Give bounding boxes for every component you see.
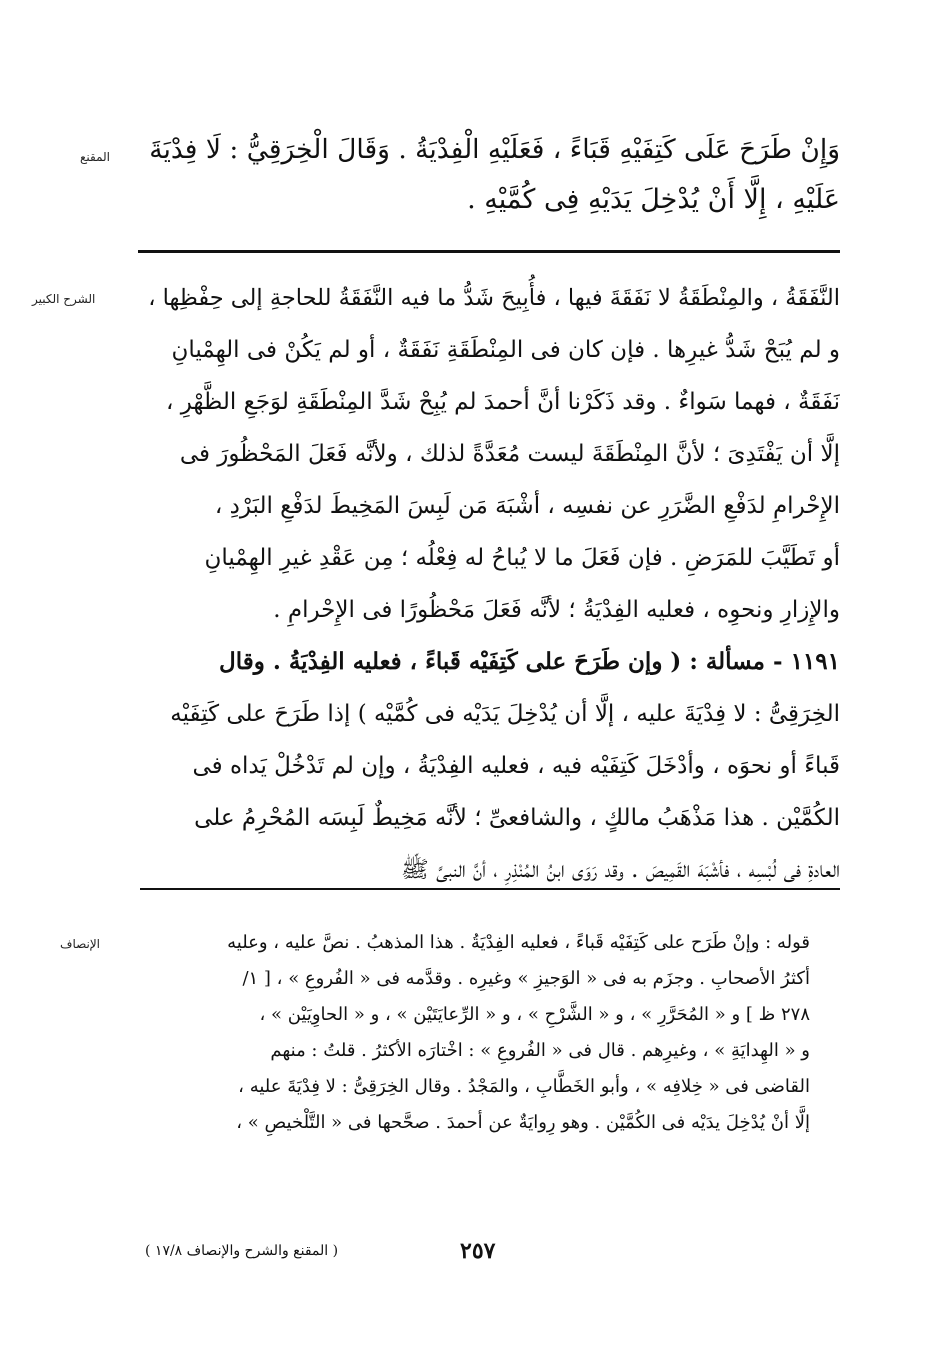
sharh-line: و لم يُبَحْ شَدُّ غيرِها . فإن كان فى المِنْطَقَةِ نَفَقَةٌ ، أو لم يَكُنْ فى الهِمْيانِ xyxy=(171,337,840,363)
sharh-line: الخِرَقِىُّ : لا فِدْيَةَ عليه ، إلَّا أن يُدْخِلَ يَدَيْه فى كُمَّيْه ) إذا طَرَحَ على كَتِفَيْه xyxy=(170,701,840,727)
sharh-line: النَّفَقَةُ ، والمِنْطَقَةُ لا نَفَقَةَ فيها ، فأُبِيحَ شَدُّ ما فيه النَّفَقَةُ للحاجةِ إلى حِفْظِها ، xyxy=(148,285,840,311)
section-divider xyxy=(140,888,840,890)
mughni-text xyxy=(140,125,840,225)
insaf-line: و « الهِدايَةِ » ، وغيرِهم . قال فى « الفُروعِ » : اخْتارَه الأكثرُ . قلتُ : منهم xyxy=(270,1040,810,1061)
insaf-text xyxy=(140,925,810,1141)
section-divider xyxy=(138,250,840,253)
sharh-line: ١١٩١ - مسألة : ( وإن طَرَحَ على كَتِفَيْه قَباءً ، فعليه الفِدْيَةُ . وقال xyxy=(219,648,840,675)
insaf-line: أكثرُ الأصحابِ . وجزَم به فى « الوَجيزِ » وغيرِه . وقدَّمه فى « الفُروعِ » ، [ ١/ xyxy=(242,968,810,989)
sharh-line: أو تَطَيَّبَ للمَرَضِ . فإن فَعَلَ ما لا يُباحُ له فِعْلُه ؛ مِن عَقْدِ غيرِ الهِمْيانِ xyxy=(204,545,840,571)
mughni-line: عَلَيْهِ ، إِلَّا أَنْ يُدْخِلَ يَدَيْهِ فِى كُمَّيْهِ . xyxy=(467,184,840,215)
sharh-line: والإِزارِ ونحوِه ، فعليه الفِدْيَةُ ؛ لأنَّه فَعَلَ مَحْظُورًا فى الإِحْرامِ . xyxy=(273,597,840,623)
sharh-line: قَباءً أو نحوَه ، وأدْخَلَ كَتِفَيْه فيه ، فعليه الفِدْيَةُ ، وإن لم تَدْخُلْ يَداه فى xyxy=(192,753,840,779)
section-label-sharh: الشرح الكبير xyxy=(32,292,96,306)
insaf-line: إلَّا أنْ يُدْخِلَ يدَيْه فى الكُمَّيْن . وهو رِوايَةٌ عن أحمدَ . صحَّحها فى « التَّلْخيصِ » ، xyxy=(236,1112,810,1133)
section-label-insaf: الإنصاف xyxy=(60,937,101,951)
insaf-line: القاضى فى « خِلافِه » ، وأبو الخَطَّابِ ، والمَجْدُ . وقال الخِرَقِىُّ : لا فِدْيَةَ عليه ، xyxy=(238,1076,810,1097)
section-label-mughni: المقنع xyxy=(80,150,111,164)
sharh-line: إلَّا أن يَفْتَدِىَ ؛ لأنَّ المِنْطَقَةَ ليست مُعَدَّةً لذلك ، ولأنَّه فَعَلَ المَحْظُورَ فى xyxy=(179,441,840,467)
insaf-line: قوله : وإنْ طَرَح على كَتِفَيْه قَباءً ، فعليه الفِدْيَةُ . هذا المذهبُ . نصَّ عليه ، وعليه xyxy=(227,932,810,953)
sharh-line: الإِحْرامِ لدَفْعِ الضَّرَرِ عن نفسِه ، أشْبَهَ مَن لَبِسَ المَخِيطَ لدَفْعِ البَرْدِ ، xyxy=(214,493,840,519)
mughni-line: وَإِنْ طَرَحَ عَلَى كَتِفَيْهِ قَبَاءً ، فَعَلَيْهِ الْفِدْيَةُ . وَقَالَ الْخِرَقِيُّ : لَا فِدْيَةَ xyxy=(149,134,840,165)
sharh-line: الكُمَّيْن . هذا مَذْهَبُ مالكٍ ، والشافعىِّ ؛ لأنَّه مَخِيطٌ لَبِسَه المُحْرِمُ على xyxy=(194,805,840,831)
sharh-line: نَفَقَةٌ ، فهما سَواءٌ . وقد ذَكَرْنا أنَّ أحمدَ لم يُبِحْ شَدَّ المِنْطَقَةِ لوَجَعِ الظَّهْرِ ، xyxy=(165,389,840,415)
book-reference: ( المقنع والشرح والإنصاف ١٧/٨ ) xyxy=(145,1243,339,1259)
sharh-line: العادةِ فى لُبْسِه ، فأشْبَهَ القَمِيصَ . وقد رَوَى ابنُ المُنْذِرِ ، أنَّ النبىَّ ﷺ xyxy=(401,857,840,883)
insaf-line: ٢٧٨ ظ ] و « المُحَرَّرِ » ، و « الشَّرْحِ » ، و « الرِّعايَتَيْن » ، و « الحاوِيَيْن » ، xyxy=(259,1004,810,1025)
page-number: ٢٥٧ xyxy=(460,1238,496,1264)
sharh-text xyxy=(135,272,840,896)
